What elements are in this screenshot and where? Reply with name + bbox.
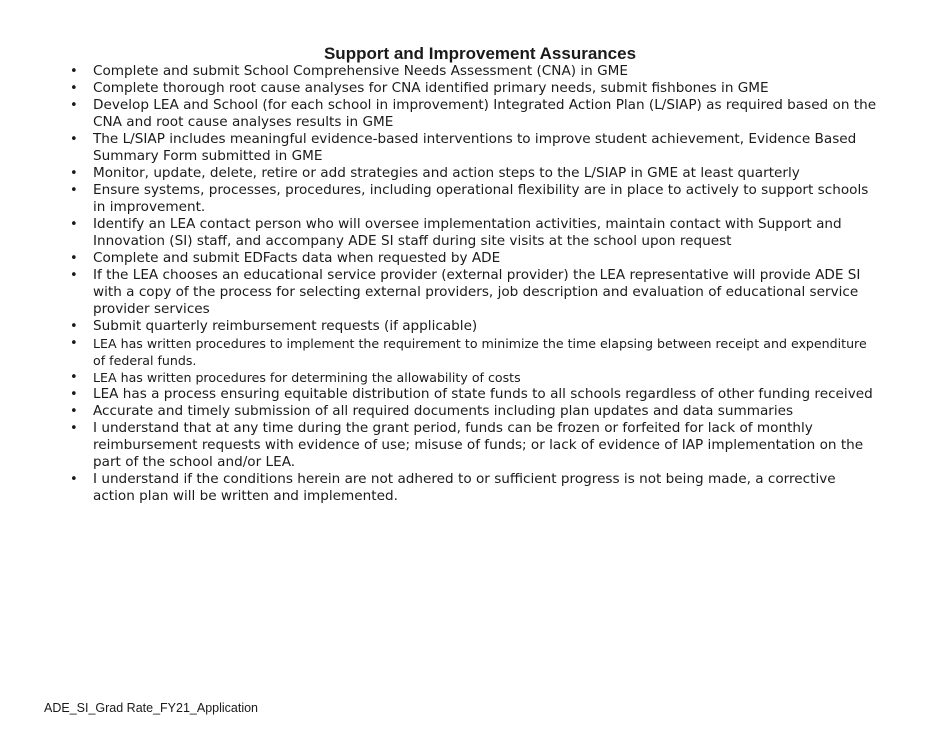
list-item-text: LEA has written procedures for determining the allowability of costs xyxy=(93,370,521,385)
bullet-icon: • xyxy=(70,319,78,334)
list-item xyxy=(0,403,880,420)
list-item-text: I understand if the conditions herein are not adhered to or sufficient progress is not being made, a corrective action plan will be written and implemented. xyxy=(93,471,836,504)
list-item-text: Accurate and timely submission of all required documents including plan updates and data summaries xyxy=(93,403,794,419)
assurances-list xyxy=(0,63,880,505)
bullet-icon: • xyxy=(70,404,78,419)
list-item xyxy=(0,97,880,131)
bullet-icon: • xyxy=(70,251,78,266)
list-item xyxy=(0,182,880,216)
bullet-icon: • xyxy=(70,370,78,385)
bullet-icon: • xyxy=(70,132,78,147)
list-item-text: The L/SIAP includes meaningful evidence-based interventions to improve student achievement, Evidence Based Summary Form submitted in GME xyxy=(93,131,857,164)
bullet-icon: • xyxy=(70,472,78,487)
list-item xyxy=(0,267,880,318)
bullet-icon: • xyxy=(70,268,78,283)
list-item xyxy=(0,216,880,250)
list-item xyxy=(0,335,880,369)
page-title: Support and Improvement Assurances xyxy=(323,44,637,63)
list-item xyxy=(0,165,880,182)
list-item-text: I understand that at any time during the grant period, funds can be frozen or forfeited for lack of monthly reimbursement requests with evidence of use; misuse of funds; or lack of evidence of IAP implementation on the part of the school and/or LEA. xyxy=(93,420,864,470)
list-item xyxy=(0,131,880,165)
bullet-icon: • xyxy=(70,336,78,351)
list-item-text: Identify an LEA contact person who will oversee implementation activities, maintain contact with Support and Innovation (SI) staff, and accompany ADE SI staff during site visits at the school upon request xyxy=(93,216,842,249)
list-item xyxy=(0,318,880,335)
list-item-text: Complete and submit School Comprehensive Needs Assessment (CNA) in GME xyxy=(93,63,628,79)
list-item xyxy=(0,250,880,267)
list-item xyxy=(0,369,880,386)
bullet-icon: • xyxy=(70,217,78,232)
list-item xyxy=(0,386,880,403)
list-item-text: LEA has a process ensuring equitable distribution of state funds to all schools regardless of other funding received xyxy=(93,386,873,402)
bullet-icon: • xyxy=(70,64,78,79)
list-item-text: Complete and submit EDFacts data when requested by ADE xyxy=(93,250,501,266)
list-item-text: Ensure systems, processes, procedures, including operational flexibility are in place to actively to support schools in improvement. xyxy=(93,182,869,215)
list-item-text: Complete thorough root cause analyses for CNA identified primary needs, submit fishbones in GME xyxy=(93,80,769,96)
bullet-icon: • xyxy=(70,81,78,96)
document-footer: ADE_SI_Grad Rate_FY21_Application xyxy=(44,701,259,715)
list-item-text: Develop LEA and School (for each school in improvement) Integrated Action Plan (L/SIAP) as required based on the CNA and root cause analyses results in GME xyxy=(93,97,877,130)
list-item-text: Submit quarterly reimbursement requests (if applicable) xyxy=(93,318,478,334)
bullet-icon: • xyxy=(70,421,78,436)
list-item xyxy=(0,63,880,80)
bullet-icon: • xyxy=(70,166,78,181)
list-item-text: Monitor, update, delete, retire or add strategies and action steps to the L/SIAP in GME at least quarterly xyxy=(93,165,800,181)
list-item xyxy=(0,80,880,97)
bullet-icon: • xyxy=(70,98,78,113)
list-item xyxy=(0,471,880,505)
list-item-text: If the LEA chooses an educational service provider (external provider) the LEA representative will provide ADE SI with a copy of the process for selecting external providers, job description and evaluation of educational service provider services xyxy=(93,267,861,317)
list-item xyxy=(0,420,880,471)
bullet-icon: • xyxy=(70,183,78,198)
list-item-text: LEA has written procedures to implement the requirement to minimize the time elapsing between receipt and expenditure of federal funds. xyxy=(93,336,867,368)
bullet-icon: • xyxy=(70,387,78,402)
